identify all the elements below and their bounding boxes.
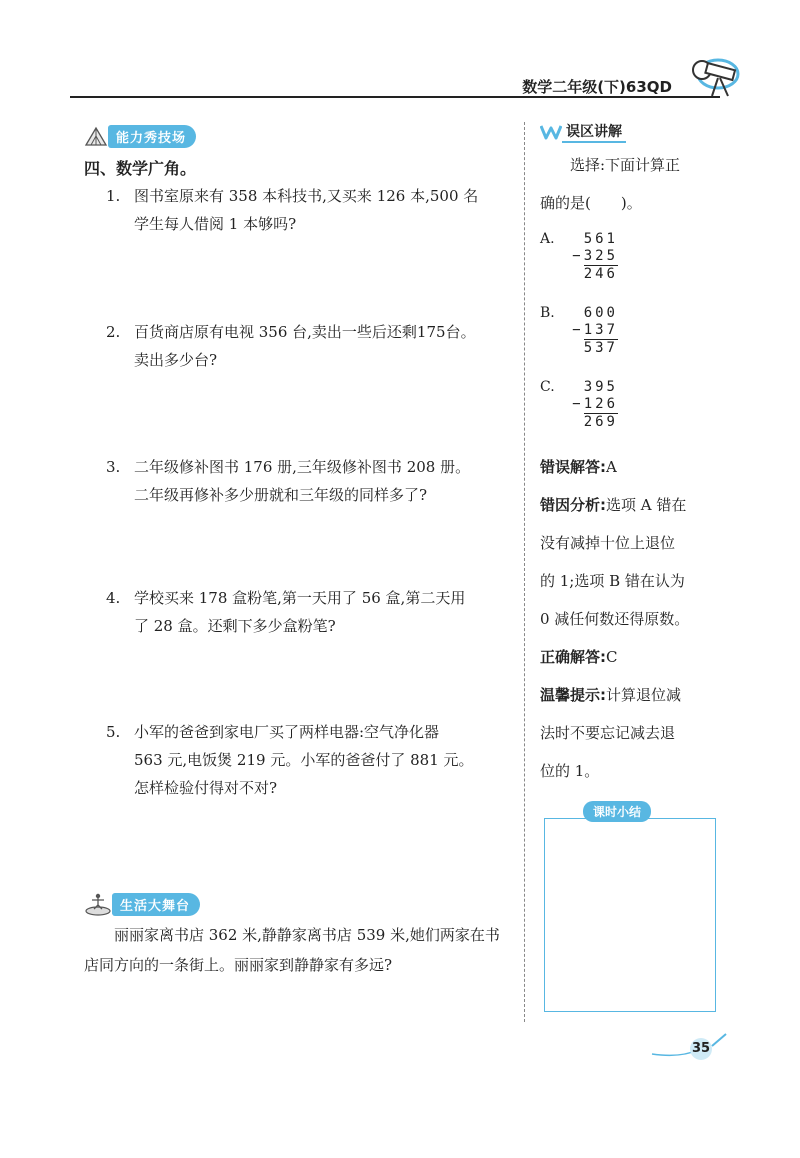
tent-icon (84, 125, 108, 147)
question-2 (106, 318, 516, 374)
correct-answer-row (540, 638, 720, 676)
correct-answer-label: 正确解答: (540, 648, 606, 666)
subtrahend: −126 (572, 396, 618, 412)
section-tag-life (84, 892, 200, 916)
option-a (540, 228, 618, 282)
tip-row (540, 676, 720, 714)
tip-line: 位的 1。 (540, 762, 600, 780)
w-logo-icon (540, 123, 562, 141)
life-problem-text: 丽丽家离书店 362 米,静静家离书店 539 米,她们两家在书店同方向的一条街上。丽丽家到静静家有多远? (84, 926, 500, 974)
header-rule (70, 96, 720, 98)
correct-answer-value: C (606, 648, 618, 666)
option-label: B. (540, 305, 555, 321)
column-divider (524, 122, 525, 1022)
page-number: 35 (690, 1038, 712, 1060)
wrong-answer-value: A (606, 458, 617, 476)
question-line: 了 28 盒。还剩下多少盒粉笔? (134, 617, 336, 635)
question-4 (106, 584, 516, 640)
question-number: 2. (106, 323, 121, 341)
question-line: 二年级修补图书 176 册,三年级修补图书 208 册。 (134, 458, 471, 476)
section-heading: 四、数学广角。 (84, 159, 197, 178)
question-line: 563 元,电饭煲 219 元。小军的爸爸付了 881 元。 (134, 751, 474, 769)
header-title: 数学二年级(下)63QD (522, 78, 672, 96)
error-explanation (540, 448, 720, 790)
option-b (540, 302, 618, 356)
tip-label: 温馨提示: (540, 686, 606, 704)
section-tag-ability (84, 124, 196, 148)
difference: 246 (583, 266, 618, 282)
section-tag-label: 误区讲解 (562, 121, 626, 143)
analysis-line: 0 减任何数还得原数。 (540, 610, 690, 628)
subtraction-vertical (558, 231, 618, 283)
question-number: 1. (106, 187, 121, 205)
question-line: 小军的爸爸到家电厂买了两样电器:空气净化器 (134, 723, 440, 741)
subtrahend: −137 (572, 322, 618, 338)
difference: 537 (583, 340, 618, 356)
wrong-answer-label: 错误解答: (540, 458, 606, 476)
subtraction-vertical (558, 379, 618, 431)
minuend: 395 (583, 379, 618, 395)
question-number: 5. (106, 723, 121, 741)
question-1 (106, 182, 516, 238)
section-tag-error-zone (540, 120, 626, 144)
minuend: 600 (583, 305, 618, 321)
analysis-row (540, 486, 720, 524)
wrong-answer-row (540, 448, 720, 486)
option-c (540, 376, 618, 430)
analysis-line: 选项 A 错在 (606, 496, 687, 514)
section-tag-label: 能力秀技场 (108, 125, 196, 148)
question-3 (106, 453, 516, 509)
question-line: 怎样检验付得对不对? (134, 779, 278, 797)
question-5 (106, 718, 516, 802)
question-line: 二年级再修补多少册就和三年级的同样多了? (134, 486, 428, 504)
stage-dancer-icon (84, 892, 112, 916)
lesson-summary-box (544, 818, 716, 1012)
error-question (540, 146, 720, 222)
question-line: 图书室原来有 358 本科技书,又买来 126 本,500 名 (134, 187, 479, 205)
question-line: 选择:下面计算正 (570, 156, 681, 174)
subtrahend: −325 (572, 248, 618, 264)
lesson-summary-label: 课时小结 (583, 801, 651, 822)
analysis-label: 错因分析: (540, 496, 606, 514)
minuend: 561 (583, 231, 618, 247)
telescope-logo-icon (688, 48, 748, 100)
difference: 269 (583, 414, 618, 430)
analysis-line: 的 1;选项 B 错在认为 (540, 572, 685, 590)
option-label: A. (540, 231, 555, 247)
question-line: 卖出多少台? (134, 351, 218, 369)
tip-line: 计算退位减 (606, 686, 682, 704)
subtraction-vertical (558, 305, 618, 357)
analysis-line: 没有减掉十位上退位 (540, 534, 676, 552)
question-number: 3. (106, 458, 121, 476)
question-line: 确的是( )。 (540, 194, 642, 212)
tip-line: 法时不要忘记减去退 (540, 724, 676, 742)
section-tag-label: 生活大舞台 (112, 893, 200, 916)
option-label: C. (540, 379, 555, 395)
question-line: 学校买来 178 盒粉笔,第一天用了 56 盒,第二天用 (134, 589, 466, 607)
question-line: 学生每人借阅 1 本够吗? (134, 215, 297, 233)
question-number: 4. (106, 589, 121, 607)
question-line: 百货商店原有电视 356 台,卖出一些后还剩175台。 (134, 323, 476, 341)
